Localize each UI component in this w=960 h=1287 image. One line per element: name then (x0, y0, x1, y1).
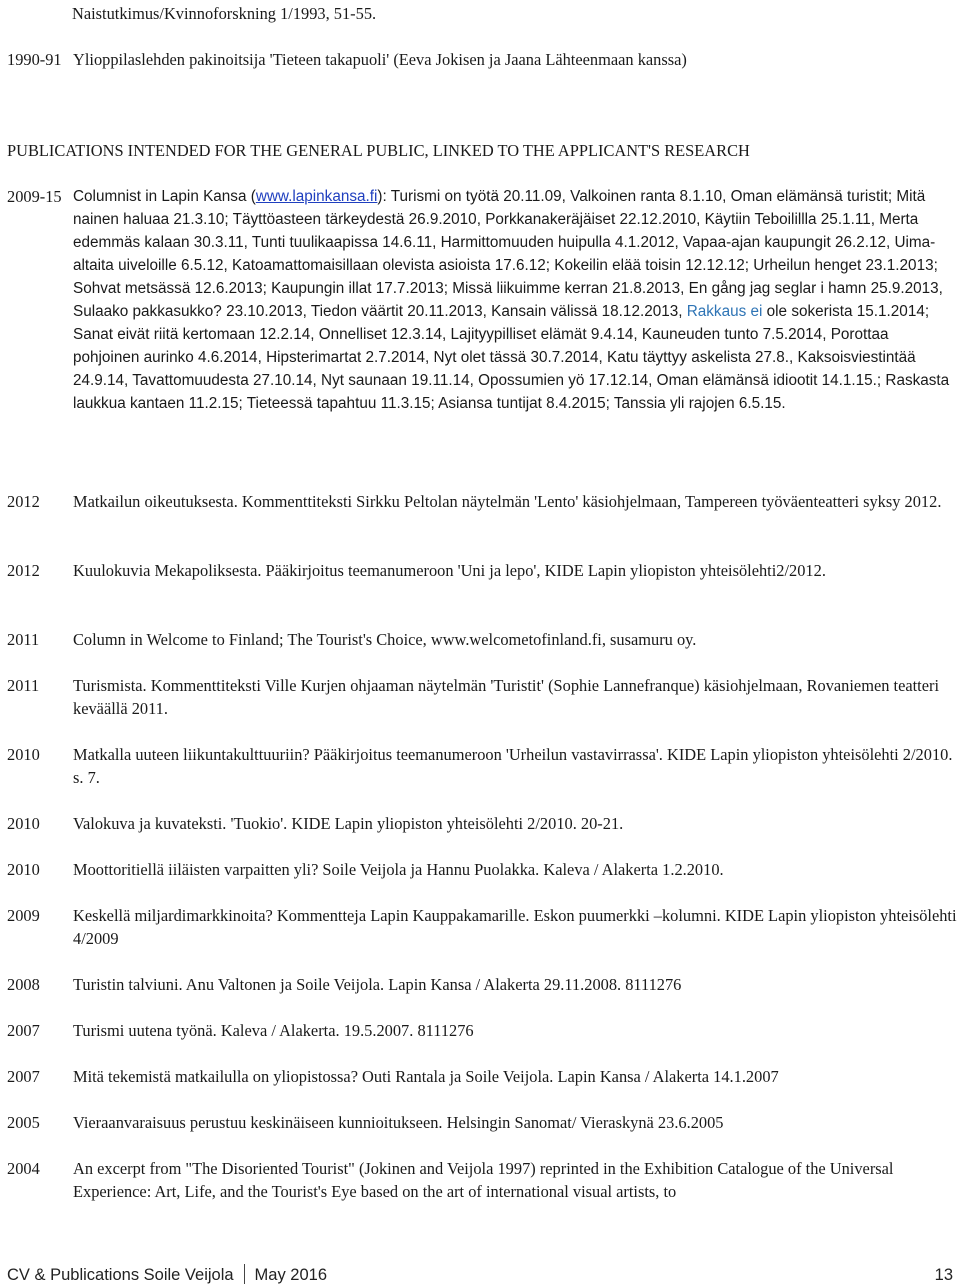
entry (7, 1111, 957, 1134)
entry (7, 1065, 957, 1088)
entry-year: 2011 (7, 630, 40, 649)
entry-text: Turismista. Kommenttiteksti Ville Kurjen ohjaaman näytelmän 'Turistit' (Sophie Lannefranque) käsiohjelmaan, Rovaniemen teatteri keväällä 2011. (73, 676, 940, 718)
entry-year: 2011 (7, 676, 40, 695)
entry-year: 2007 (7, 1021, 40, 1040)
entry-year: 2005 (7, 1113, 40, 1132)
entry (7, 973, 957, 996)
entry-text: Mitä tekemistä matkailulla on yliopistossa? Outi Rantala ja Soile Veijola. Lapin Kansa / Alakerta 14.1.2007 (73, 1067, 779, 1086)
entry-text: Valokuva ja kuvateksti. 'Tuokio'. KIDE Lapin yliopiston yhteisölehti 2/2010. 20-21. (73, 814, 624, 833)
entry-text: Turistin talviuni. Anu Valtonen ja Soile Veijola. Lapin Kansa / Alakerta 29.11.2008. 8111276 (73, 975, 682, 994)
columnist-text (73, 185, 957, 415)
entry-text: Keskellä miljardimarkkinoita? Kommentteja Lapin Kauppakamarille. Eskon puumerkki –kolumni. KIDE Lapin yliopiston yhteisölehti 4/2009 (73, 906, 957, 948)
entry (7, 858, 957, 881)
entry-year: 2010 (7, 814, 40, 833)
entry (7, 490, 957, 513)
footer-date: May 2016 (254, 1266, 328, 1284)
entry-year: 2010 (7, 745, 40, 764)
entry (7, 674, 957, 720)
entry (7, 743, 957, 789)
entry-year: 2004 (7, 1159, 40, 1178)
entry-year: 2007 (7, 1067, 40, 1086)
entry (7, 812, 957, 835)
entry-text: Column in Welcome to Finland; The Tourist's Choice, www.welcometofinland.fi, susamuru oy. (73, 630, 697, 649)
entry-text: Vieraanvaraisuus perustuu keskinäiseen kunnioitukseen. Helsingin Sanomat/ Vieraskynä 23.6.2005 (73, 1113, 724, 1132)
entry (7, 904, 957, 950)
entry-columnist (7, 185, 957, 415)
page-footer (7, 1264, 953, 1286)
columnist-highlight: Rakkaus ei (686, 303, 763, 320)
entry (7, 1157, 957, 1203)
top-line: Naistutkimus/Kvinnoforskning 1/1993, 51-55. (72, 4, 377, 23)
lapinkansa-link[interactable]: www.lapinkansa.fi (255, 188, 378, 205)
columnist-rest: ole sokerista 15.1.2014; Sanat eivät riitä kertomaan 12.2.14, Onnelliset 12.3.14, Lajityypilliset elämät 9.4.14, Kauneuden tunto 7.5.2014, Porottaa pohjoinen aurinko 4.6.2014, Hipsterimartat 2.7.2014, Nyt olet tässä 30.7.2014, Katu täyttyy askelista 27.8., Kaksoisviestintää 24.9.14, Tavattomuudesta 27.10.14, Nyt saunaan 19.11.14, Opossumien yö 17.12.14, Oman elämänsä idiootit 14.1.15.; Raskasta laukkua kantaen 11.2.15; Tieteessä tapahtuu 11.3.15; Asiansa tuntijat 8.4.2015; Tanssia yli rajojen 6.5.15. (73, 303, 950, 412)
footer-title: CV & Publications Soile Veijola (7, 1266, 234, 1284)
entry-1990 (7, 48, 957, 71)
entry-text: Matkailun oikeutuksesta. Kommenttiteksti Sirkku Peltolan näytelmän 'Lento' käsiohjelmaan, Tampereen työväenteatteri syksy 2012. (73, 492, 942, 511)
entry-year: 2009-15 (7, 187, 62, 206)
entry (7, 1019, 957, 1042)
entry-text: Ylioppilaslehden pakinoitsija 'Tieteen takapuoli' (Eeva Jokisen ja Jaana Lähteenmaan kanssa) (73, 50, 687, 69)
entry-year: 2008 (7, 975, 40, 994)
entry (7, 628, 957, 651)
entry (7, 559, 957, 582)
entry-year: 2012 (7, 492, 40, 511)
entry-year: 2009 (7, 906, 40, 925)
page-number: 13 (934, 1266, 953, 1284)
entry-text: Matkalla uuteen liikuntakulttuuriin? Pääkirjoitus teemanumeroon 'Urheilun vastavirrassa'. KIDE Lapin yliopiston yhteisölehti 2/2010. s. 7. (73, 745, 953, 787)
section-heading: PUBLICATIONS INTENDED FOR THE GENERAL PUBLIC, LINKED TO THE APPLICANT'S RESEARCH (7, 141, 750, 160)
entry-text: Kuulokuvia Mekapoliksesta. Pääkirjoitus teemanumeroon 'Uni ja lepo', KIDE Lapin yliopiston yhteisölehti2/2012. (73, 561, 826, 580)
columnist-suffix: ): Turismi on työtä 20.11.09, Valkoinen ranta 8.1.10, Oman elämänsä turistit; Mitä nainen haluaa 21.3.10; Täyttöasteen tärkeydestä 26.9.2010, Porkkanakeräjäiset 22.12.2010, Käytiin Teboilillla 25.1.11, Merta edemmäs kalaan 30.3.11, Tunti tuulikaapissa 14.6.11, Harmittomuuden huipulla 4.1.2012, Vapaa-ajan kaupungit 26.2.12, Uima-altaita uiveloille 6.5.12, Katoamattomaisillaan olevista asioista 17.6.12; Kokeilin elää toisin 12.12.12; Urheilun henget 23.1.2013; Sohvat metsässä 12.6.2013; Kaupungin illat 17.7.2013; Missä liikuimme kerran 21.8.2013, En gång jag seglar i hamn 25.9.2013, Sulaako pakkasukko? 23.10.2013, Tiedon väärtit 20.11.2013, Kansain välissä 18.12.2013, (73, 188, 943, 320)
entry-year: 1990-91 (7, 50, 62, 69)
entry-text: Turismi uutena työnä. Kaleva / Alakerta. 19.5.2007. 8111276 (73, 1021, 474, 1040)
entry-year: 2012 (7, 561, 40, 580)
entry-text: Moottoritiellä iiläisten varpaitten yli? Soile Veijola ja Hannu Puolakka. Kaleva / Alakerta 1.2.2010. (73, 860, 724, 879)
entry-text: An excerpt from "The Disoriented Tourist" (Jokinen and Veijola 1997) reprinted in the Exhibition Catalogue of the Universal Experience: Art, Life, and the Tourist's Eye based on the art of international visual artists, to (73, 1159, 894, 1201)
columnist-prefix: Columnist in Lapin Kansa ( (73, 188, 256, 205)
entry-year: 2010 (7, 860, 40, 879)
footer-separator (244, 1264, 245, 1284)
